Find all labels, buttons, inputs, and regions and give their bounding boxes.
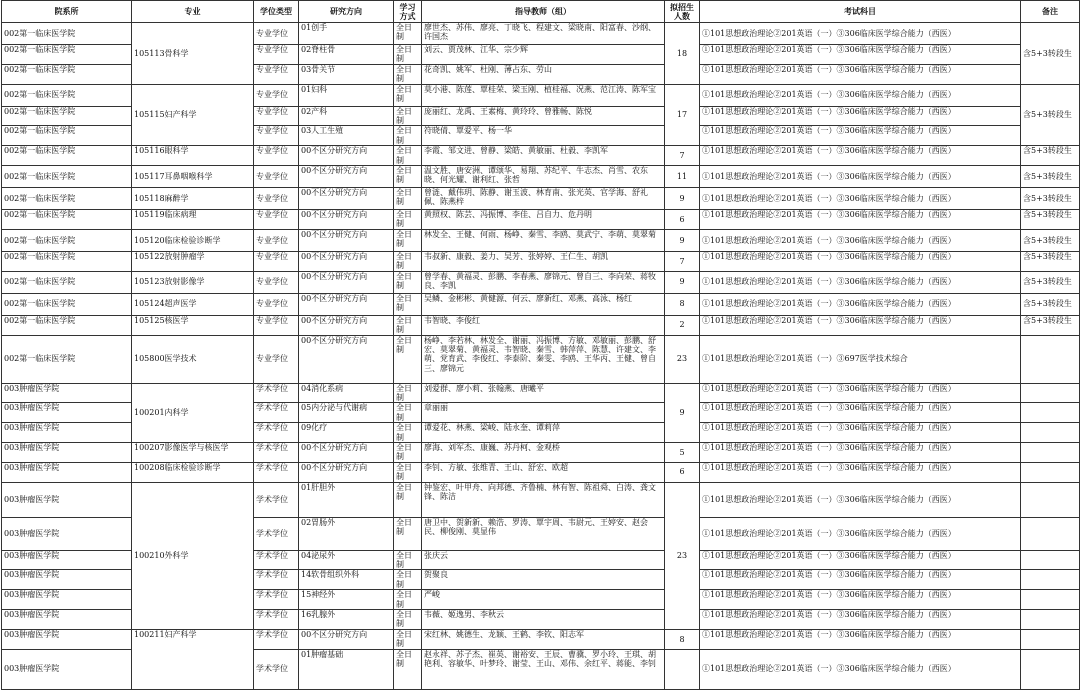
table-row (2, 629, 1080, 649)
direction-cell: 01妇科 (299, 84, 394, 106)
quota-cell: 23 (665, 335, 700, 383)
quota-cell: 18 (665, 23, 700, 85)
major-cell: 105122放射肿瘤学 (132, 251, 254, 271)
tutor-cell: 赵永祥、苏子杰、崔英、谢裕安、王辰、曹骥、罗小玲、王琪、胡艳利、容敏华、叶梦玲、谢莹、王山、邓伟、余红平、蒋能、李钊 (422, 649, 665, 689)
major-cell: 100211妇产科学 (132, 629, 254, 689)
tutor-cell: 廖世杰、苏伟、廖亮、丁晓飞、程建文、梁晓南、阳富春、沙纲、许国杰 (422, 23, 665, 45)
direction-cell: 02胃肠外 (299, 517, 394, 550)
note-cell (1021, 335, 1080, 383)
mode-cell: 全日制 (394, 126, 422, 146)
mode-cell: 全日制 (394, 146, 422, 166)
table-row (2, 293, 1080, 315)
major-cell: 105115妇产科学 (132, 84, 254, 146)
degree-cell: 学术学位 (254, 403, 299, 423)
note-cell: 含5+3转段生 (1021, 293, 1080, 315)
major-cell: 105125核医学 (132, 315, 254, 335)
school-cell: 002第一临床医学院 (2, 84, 132, 106)
school-cell: 003肿瘤医学院 (2, 610, 132, 630)
table-row (2, 442, 1080, 462)
exam-cell: ①101思想政治理论②201英语（一）③306临床医学综合能力（西医） (700, 629, 1021, 649)
col-header-mode: 学习方式 (394, 1, 422, 23)
table-row (2, 84, 1080, 106)
quota-cell: 6 (665, 462, 700, 482)
direction-cell: 00不区分研究方向 (299, 629, 394, 649)
major-cell: 105124超声医学 (132, 293, 254, 315)
mode-cell: 全日制 (394, 293, 422, 315)
degree-cell: 学术学位 (254, 423, 299, 443)
exam-cell: ①101思想政治理论②201英语（一）③306临床医学综合能力（西医） (700, 251, 1021, 271)
degree-cell: 专业学位 (254, 106, 299, 126)
mode-cell: 全日制 (394, 590, 422, 610)
school-cell: 002第一临床医学院 (2, 45, 132, 65)
note-cell (1021, 570, 1080, 590)
degree-cell: 专业学位 (254, 315, 299, 335)
tutor-cell: 林发全、王健、何雨、杨峥、秦雪、李鸥、莫武宁、李萌、莫翠菊 (422, 229, 665, 251)
degree-cell: 专业学位 (254, 166, 299, 188)
table-row (2, 166, 1080, 188)
tutor-cell: 钟鉴宏、叶甲舟、向邦德、齐鲁楠、林有智、陈祖舜、白涛、龚文锋、陈洁 (422, 482, 665, 517)
tutor-cell: 李霞、邹文进、曾静、梁皓、黄敏丽、杜毅、李凯军 (422, 146, 665, 166)
mode-cell: 全日制 (394, 383, 422, 403)
note-cell: 含5+3转段生 (1021, 251, 1080, 271)
tutor-cell: 吴鳞、金彬彬、黄健源、何云、廖新红、邓燕、高泳、杨红 (422, 293, 665, 315)
degree-cell: 学术学位 (254, 442, 299, 462)
direction-cell: 00不区分研究方向 (299, 293, 394, 315)
note-cell (1021, 482, 1080, 517)
degree-cell: 专业学位 (254, 271, 299, 293)
major-cell: 100210外科学 (132, 482, 254, 629)
tutor-cell: 贺聚良 (422, 570, 665, 590)
mode-cell: 全日制 (394, 335, 422, 383)
quota-cell: 2 (665, 315, 700, 335)
school-cell: 002第一临床医学院 (2, 271, 132, 293)
direction-cell: 02产科 (299, 106, 394, 126)
degree-cell: 专业学位 (254, 126, 299, 146)
tutor-cell: 曾学春、黄福灵、彭鹏、李春燕、廖锦元、曾自三、李向荣、蒋牧良、李凯 (422, 271, 665, 293)
exam-cell: ①101思想政治理论②201英语（一）③306临床医学综合能力（西医） (700, 442, 1021, 462)
note-cell: 含5+3转段生 (1021, 146, 1080, 166)
school-cell: 002第一临床医学院 (2, 210, 132, 230)
tutor-cell: 韦智晓、李俊红 (422, 315, 665, 335)
note-cell (1021, 590, 1080, 610)
mode-cell: 全日制 (394, 610, 422, 630)
school-cell: 003肿瘤医学院 (2, 442, 132, 462)
school-cell: 003肿瘤医学院 (2, 423, 132, 443)
exam-cell: ①101思想政治理论②201英语（一）③306临床医学综合能力（西医） (700, 45, 1021, 65)
school-cell: 003肿瘤医学院 (2, 482, 132, 517)
degree-cell: 专业学位 (254, 210, 299, 230)
major-cell: 105123放射影像学 (132, 271, 254, 293)
school-cell: 003肿瘤医学院 (2, 462, 132, 482)
degree-cell: 学术学位 (254, 482, 299, 517)
degree-cell: 学术学位 (254, 610, 299, 630)
quota-cell: 7 (665, 146, 700, 166)
note-cell (1021, 550, 1080, 570)
note-cell (1021, 403, 1080, 423)
note-cell (1021, 629, 1080, 649)
table-row (2, 23, 1080, 45)
col-header-tutor: 指导教师（组） (422, 1, 665, 23)
tutor-cell: 曾涟、戴伟玥、陈静、谢玉波、林育南、张光英、官学海、舒礼佩、陈燕梓 (422, 188, 665, 210)
exam-cell: ①101思想政治理论②201英语（一）③306临床医学综合能力（西医） (700, 423, 1021, 443)
mode-cell: 全日制 (394, 442, 422, 462)
note-cell (1021, 423, 1080, 443)
quota-cell: 9 (665, 188, 700, 210)
col-header-degree: 学位类型 (254, 1, 299, 23)
note-cell: 含5+3转段生 (1021, 188, 1080, 210)
mode-cell: 全日制 (394, 271, 422, 293)
school-cell: 002第一临床医学院 (2, 315, 132, 335)
direction-cell: 16乳腺外 (299, 610, 394, 630)
school-cell: 003肿瘤医学院 (2, 383, 132, 403)
exam-cell: ①101思想政治理论②201英语（一）③306临床医学综合能力（西医） (700, 84, 1021, 106)
school-cell: 002第一临床医学院 (2, 335, 132, 383)
school-cell: 002第一临床医学院 (2, 251, 132, 271)
major-cell: 105120临床检验诊断学 (132, 229, 254, 251)
school-cell: 002第一临床医学院 (2, 106, 132, 126)
direction-cell: 04泌尿外 (299, 550, 394, 570)
degree-cell: 学术学位 (254, 517, 299, 550)
degree-cell: 学术学位 (254, 570, 299, 590)
school-cell: 003肿瘤医学院 (2, 629, 132, 649)
direction-cell: 03骨关节 (299, 64, 394, 84)
degree-cell: 专业学位 (254, 84, 299, 106)
mode-cell: 全日制 (394, 106, 422, 126)
tutor-cell: 韦薇、姬逸男、李秋云 (422, 610, 665, 630)
quota-cell: 11 (665, 166, 700, 188)
exam-cell: ①101思想政治理论②201英语（一）③306临床医学综合能力（西医） (700, 229, 1021, 251)
mode-cell: 全日制 (394, 166, 422, 188)
note-cell (1021, 442, 1080, 462)
degree-cell: 专业学位 (254, 188, 299, 210)
mode-cell: 全日制 (394, 462, 422, 482)
direction-cell: 01肝胆外 (299, 482, 394, 517)
quota-cell: 7 (665, 251, 700, 271)
major-cell: 100201内科学 (132, 383, 254, 442)
degree-cell: 专业学位 (254, 335, 299, 383)
quota-cell (665, 649, 700, 689)
quota-cell: 9 (665, 229, 700, 251)
tutor-cell: 宋红林、姚德生、龙颖、王鹤、李钦、阳志军 (422, 629, 665, 649)
note-cell: 含5+3转段生 (1021, 23, 1080, 85)
direction-cell: 00不区分研究方向 (299, 251, 394, 271)
tutor-cell: 杨峥、李若林、林发全、谢丽、冯振博、方敏、邓敏丽、彭鹏、舒宏、莫翠菊、黄福灵、韦智晓、秦雪、韩萍萍、陈慧、许建文、李萌、党育武、李俊红、李泰阶、秦雯、李鸥、王华丙、王健、曾自三、廖锦元 (422, 335, 665, 383)
direction-cell: 00不区分研究方向 (299, 271, 394, 293)
direction-cell: 03人工生殖 (299, 126, 394, 146)
direction-cell: 09化疗 (299, 423, 394, 443)
tutor-cell: 韦叔新、康毅、姜力、吴芳、张婷婷、王仁生、胡凯 (422, 251, 665, 271)
note-cell: 含5+3转段生 (1021, 271, 1080, 293)
note-cell (1021, 517, 1080, 550)
direction-cell: 00不区分研究方向 (299, 210, 394, 230)
note-cell: 含5+3转段生 (1021, 315, 1080, 335)
school-cell: 002第一临床医学院 (2, 293, 132, 315)
exam-cell: ①101思想政治理论②201英语（一）③306临床医学综合能力（西医） (700, 590, 1021, 610)
degree-cell: 学术学位 (254, 383, 299, 403)
school-cell: 002第一临床医学院 (2, 166, 132, 188)
school-cell: 002第一临床医学院 (2, 188, 132, 210)
exam-cell: ①101思想政治理论②201英语（一）③306临床医学综合能力（西医） (700, 517, 1021, 550)
degree-cell: 专业学位 (254, 251, 299, 271)
table-row (2, 315, 1080, 335)
major-cell: 100207影像医学与核医学 (132, 442, 254, 462)
exam-cell: ①101思想政治理论②201英语（一）③306临床医学综合能力（西医） (700, 315, 1021, 335)
exam-cell: ①101思想政治理论②201英语（一）③306临床医学综合能力（西医） (700, 482, 1021, 517)
quota-cell: 17 (665, 84, 700, 146)
table-row (2, 146, 1080, 166)
exam-cell: ①101思想政治理论②201英语（一）③306临床医学综合能力（西医） (700, 23, 1021, 45)
note-cell: 含5+3转段生 (1021, 84, 1080, 146)
degree-cell: 专业学位 (254, 45, 299, 65)
tutor-cell: 唐卫中、贺新新、赖浩、罗涛、覃宇周、韦尉元、王婷安、赵会民、柳俊刚、莫显伟 (422, 517, 665, 550)
direction-cell: 00不区分研究方向 (299, 146, 394, 166)
table-row (2, 188, 1080, 210)
mode-cell: 全日制 (394, 229, 422, 251)
major-cell: 105118麻醉学 (132, 188, 254, 210)
col-header-direction: 研究方向 (299, 1, 394, 23)
exam-cell: ①101思想政治理论②201英语（一）③697医学技术综合 (700, 335, 1021, 383)
note-cell (1021, 383, 1080, 403)
mode-cell: 全日制 (394, 64, 422, 84)
mode-cell: 全日制 (394, 403, 422, 423)
tutor-cell: 温文胜、唐安洲、谭颂华、易翔、苏纪平、牛志杰、肖雪、农东晓、何光耀、谢利红、张哲 (422, 166, 665, 188)
school-cell: 003肿瘤医学院 (2, 590, 132, 610)
col-header-note: 备注 (1021, 1, 1080, 23)
major-cell: 105800医学技术 (132, 335, 254, 383)
tutor-cell: 花奇凯、姚军、杜刚、薄占东、劳山 (422, 64, 665, 84)
exam-cell: ①101思想政治理论②201英语（一）③306临床医学综合能力（西医） (700, 383, 1021, 403)
header-row (2, 1, 1080, 23)
direction-cell: 00不区分研究方向 (299, 188, 394, 210)
exam-cell: ①101思想政治理论②201英语（一）③306临床医学综合能力（西医） (700, 462, 1021, 482)
degree-cell: 专业学位 (254, 146, 299, 166)
quota-cell: 23 (665, 482, 700, 629)
exam-cell: ①101思想政治理论②201英语（一）③306临床医学综合能力（西医） (700, 271, 1021, 293)
direction-cell: 04消化系病 (299, 383, 394, 403)
tutor-cell: 李钊、方敏、张维青、王山、舒宏、欧超 (422, 462, 665, 482)
quota-cell: 5 (665, 442, 700, 462)
tutor-cell: 刘云、贾茂林、江华、宗少辉 (422, 45, 665, 65)
table-row (2, 482, 1080, 517)
quota-cell: 9 (665, 383, 700, 442)
major-cell: 105119临床病理 (132, 210, 254, 230)
school-cell: 003肿瘤医学院 (2, 649, 132, 689)
exam-cell: ①101思想政治理论②201英语（一）③306临床医学综合能力（西医） (700, 570, 1021, 590)
degree-cell: 专业学位 (254, 23, 299, 45)
mode-cell: 全日制 (394, 188, 422, 210)
col-header-quota: 拟招生人数 (665, 1, 700, 23)
school-cell: 002第一临床医学院 (2, 64, 132, 84)
tutor-cell: 符晓倩、覃爱平、杨一华 (422, 126, 665, 146)
note-cell: 含5+3转段生 (1021, 210, 1080, 230)
mode-cell: 全日制 (394, 45, 422, 65)
direction-cell: 01创手 (299, 23, 394, 45)
direction-cell: 00不区分研究方向 (299, 462, 394, 482)
col-header-major: 专业 (132, 1, 254, 23)
exam-cell: ①101思想政治理论②201英语（一）③306临床医学综合能力（西医） (700, 188, 1021, 210)
table-row (2, 335, 1080, 383)
mode-cell: 全日制 (394, 84, 422, 106)
table-row (2, 271, 1080, 293)
table-row (2, 210, 1080, 230)
exam-cell: ①101思想政治理论②201英语（一）③306临床医学综合能力（西医） (700, 610, 1021, 630)
exam-cell: ①101思想政治理论②201英语（一）③306临床医学综合能力（西医） (700, 550, 1021, 570)
table-row (2, 251, 1080, 271)
mode-cell: 全日制 (394, 629, 422, 649)
direction-cell: 01肿瘤基础 (299, 649, 394, 689)
exam-cell: ①101思想政治理论②201英语（一）③306临床医学综合能力（西医） (700, 126, 1021, 146)
quota-cell: 9 (665, 271, 700, 293)
degree-cell: 学术学位 (254, 629, 299, 649)
school-cell: 003肿瘤医学院 (2, 403, 132, 423)
exam-cell: ①101思想政治理论②201英语（一）③306临床医学综合能力（西医） (700, 649, 1021, 689)
mode-cell: 全日制 (394, 23, 422, 45)
major-cell: 105116眼科学 (132, 146, 254, 166)
mode-cell: 全日制 (394, 649, 422, 689)
mode-cell: 全日制 (394, 423, 422, 443)
quota-cell: 8 (665, 629, 700, 649)
school-cell: 002第一临床医学院 (2, 23, 132, 45)
direction-cell: 00不区分研究方向 (299, 442, 394, 462)
note-cell: 含5+3转段生 (1021, 166, 1080, 188)
tutor-cell: 章丽丽 (422, 403, 665, 423)
quota-cell: 6 (665, 210, 700, 230)
quota-cell: 8 (665, 293, 700, 315)
tutor-cell: 廖海、刘军杰、康巍、苏丹柯、金观桥 (422, 442, 665, 462)
exam-cell: ①101思想政治理论②201英语（一）③306临床医学综合能力（西医） (700, 146, 1021, 166)
note-cell (1021, 649, 1080, 689)
exam-cell: ①101思想政治理论②201英语（一）③306临床医学综合能力（西医） (700, 106, 1021, 126)
tutor-cell: 莫小港、陈莲、覃桂荣、梁玉刚、植桂福、况燕、范江涛、陈军宝 (422, 84, 665, 106)
exam-cell: ①101思想政治理论②201英语（一）③306临床医学综合能力（西医） (700, 293, 1021, 315)
direction-cell: 05内分泌与代谢病 (299, 403, 394, 423)
mode-cell: 全日制 (394, 570, 422, 590)
school-cell: 003肿瘤医学院 (2, 550, 132, 570)
exam-cell: ①101思想政治理论②201英语（一）③306临床医学综合能力（西医） (700, 166, 1021, 188)
degree-cell: 学术学位 (254, 590, 299, 610)
direction-cell: 00不区分研究方向 (299, 315, 394, 335)
table-row (2, 383, 1080, 403)
major-cell: 105117耳鼻咽喉科学 (132, 166, 254, 188)
mode-cell: 全日制 (394, 517, 422, 550)
tutor-cell: 严峻 (422, 590, 665, 610)
tutor-cell: 庞丽红、龙禹、王素梅、黄玲玲、曾雅畅、陈悦 (422, 106, 665, 126)
school-cell: 003肿瘤医学院 (2, 517, 132, 550)
table-row (2, 229, 1080, 251)
direction-cell: 00不区分研究方向 (299, 335, 394, 383)
direction-cell: 02脊柱骨 (299, 45, 394, 65)
school-cell: 003肿瘤医学院 (2, 570, 132, 590)
col-header-school: 院系所 (2, 1, 132, 23)
school-cell: 002第一临床医学院 (2, 126, 132, 146)
col-header-exam: 考试科目 (700, 1, 1021, 23)
tutor-cell: 张庆云 (422, 550, 665, 570)
degree-cell: 专业学位 (254, 293, 299, 315)
degree-cell: 专业学位 (254, 229, 299, 251)
tutor-cell: 谭爱花、林燕、梁峻、陆永奎、谭莉萍 (422, 423, 665, 443)
mode-cell: 全日制 (394, 210, 422, 230)
degree-cell: 专业学位 (254, 64, 299, 84)
exam-cell: ①101思想政治理论②201英语（一）③306临床医学综合能力（西医） (700, 403, 1021, 423)
degree-cell: 学术学位 (254, 462, 299, 482)
direction-cell: 00不区分研究方向 (299, 229, 394, 251)
school-cell: 002第一临床医学院 (2, 229, 132, 251)
direction-cell: 00不区分研究方向 (299, 166, 394, 188)
enrollment-table (1, 0, 1080, 690)
mode-cell: 全日制 (394, 315, 422, 335)
note-cell: 含5+3转段生 (1021, 229, 1080, 251)
mode-cell: 全日制 (394, 482, 422, 517)
direction-cell: 15神经外 (299, 590, 394, 610)
note-cell (1021, 610, 1080, 630)
mode-cell: 全日制 (394, 251, 422, 271)
major-cell: 100208临床检验诊断学 (132, 462, 254, 482)
degree-cell: 学术学位 (254, 550, 299, 570)
tutor-cell: 黄照权、陈芸、冯振博、李佳、吕自力、危丹明 (422, 210, 665, 230)
tutor-cell: 刘爱群、廖小莉、张翰燕、唐曦平 (422, 383, 665, 403)
note-cell (1021, 462, 1080, 482)
degree-cell: 学术学位 (254, 649, 299, 689)
mode-cell: 全日制 (394, 550, 422, 570)
direction-cell: 14软骨组织外科 (299, 570, 394, 590)
exam-cell: ①101思想政治理论②201英语（一）③306临床医学综合能力（西医） (700, 64, 1021, 84)
table-row (2, 462, 1080, 482)
school-cell: 002第一临床医学院 (2, 146, 132, 166)
exam-cell: ①101思想政治理论②201英语（一）③306临床医学综合能力（西医） (700, 210, 1021, 230)
major-cell: 105113骨科学 (132, 23, 254, 85)
